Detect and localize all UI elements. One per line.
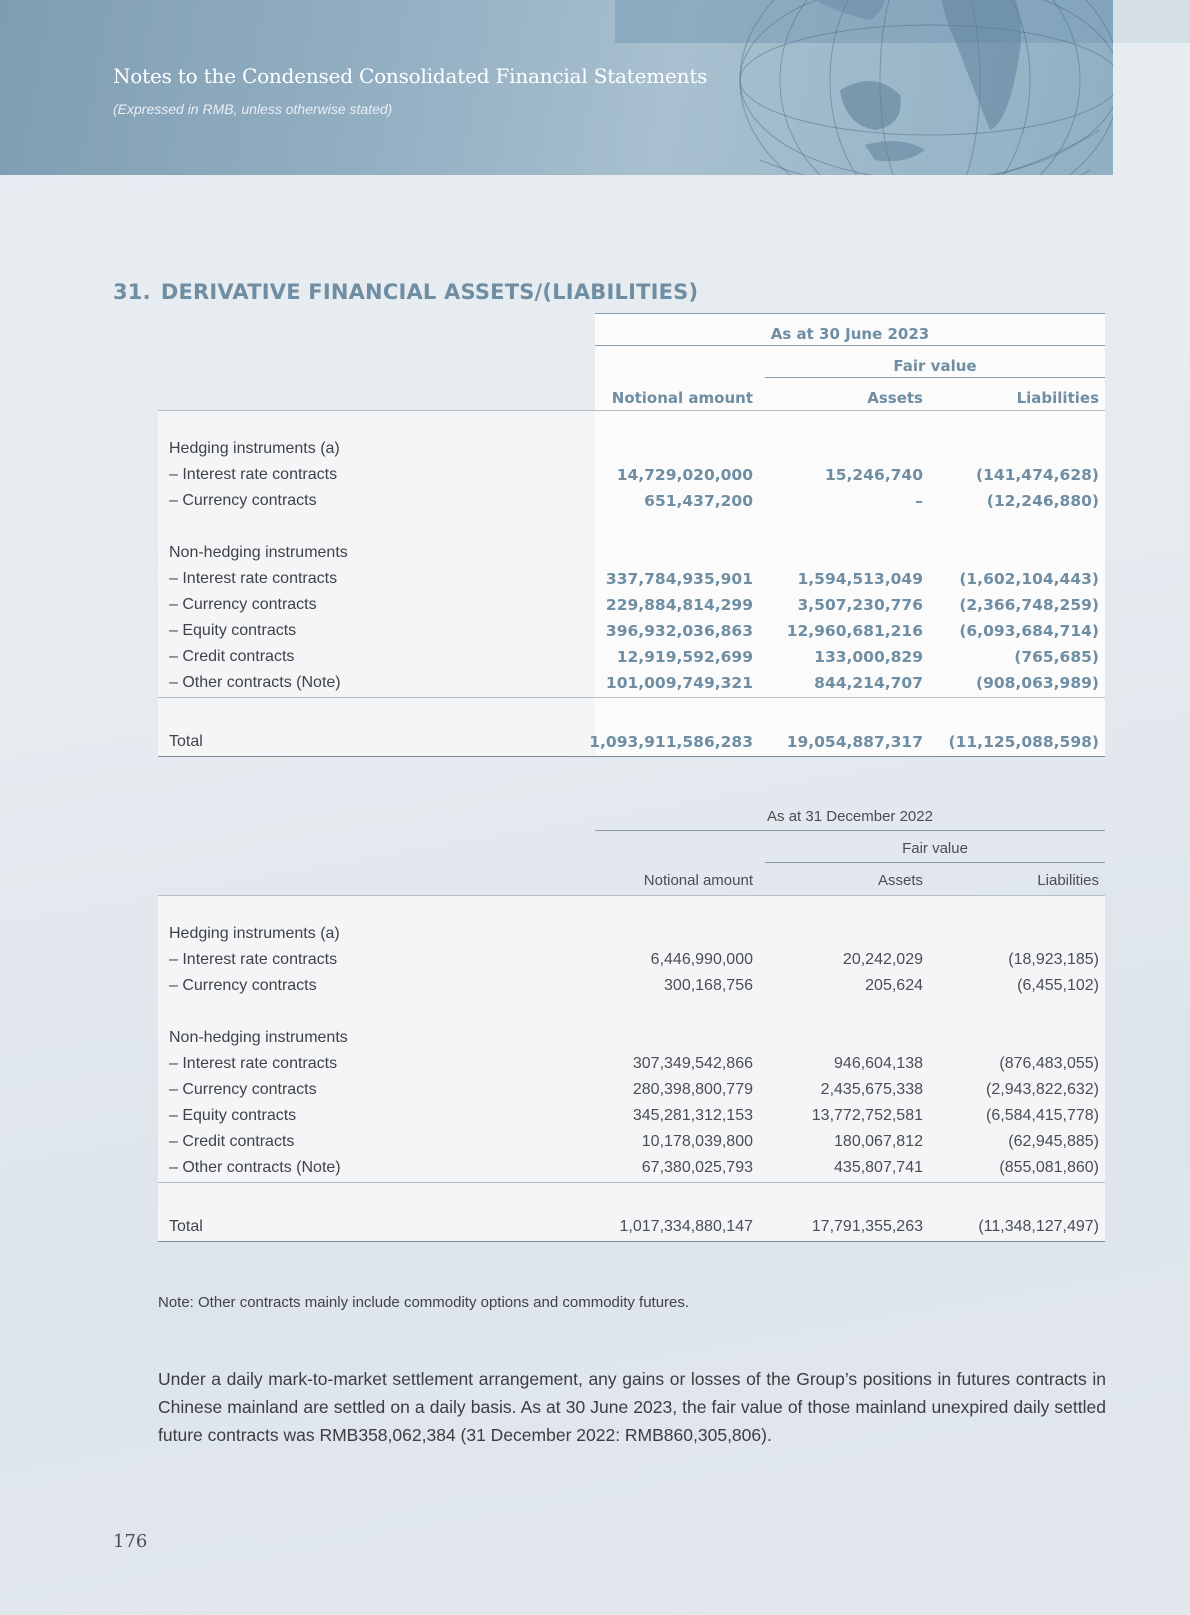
notional-value: 101,009,749,321 (605, 674, 753, 692)
notional-value: 651,437,200 (644, 492, 753, 510)
liabilities-value: (2,943,822,632) (986, 1081, 1099, 1098)
assets-value: 435,807,741 (834, 1159, 923, 1176)
row-label: – Other contracts (Note) (169, 1159, 341, 1176)
fair-value-header: Fair value (902, 840, 968, 857)
table-row (158, 671, 1105, 697)
document-title: Notes to the Condensed Consolidated Financial Statements (113, 64, 708, 88)
group-label: Hedging instruments (a) (169, 925, 340, 942)
total-liabilities: (11,125,088,598) (948, 733, 1099, 751)
section-heading (113, 280, 698, 304)
table-row (158, 619, 1105, 645)
assets-value: 13,772,752,581 (811, 1107, 923, 1124)
liabilities-value: (6,093,684,714) (959, 622, 1099, 640)
body-paragraph: Under a daily mark-to-market settlement arrangement, any gains or losses of the Group’s positions in futures contracts in Chinese mainland are settled on a daily basis. As at 30 June 2023, the fair value of those mainland unexpired daily settled future contracts was RMB358,062,384 (31 December 2022: RMB860,305,806). (158, 1369, 1106, 1445)
document-subtitle: (Expressed in RMB, unless otherwise stated) (113, 101, 393, 117)
notional-value: 67,380,025,793 (641, 1159, 753, 1176)
table-header (158, 313, 1105, 410)
liabilities-value: (62,945,885) (1008, 1133, 1099, 1150)
row-label: – Equity contracts (169, 622, 297, 639)
row-label: – Currency contracts (169, 977, 317, 994)
table-bottom-rule (158, 756, 1105, 757)
notional-value: 280,398,800,779 (632, 1081, 753, 1098)
total-notional: 1,093,911,586,283 (589, 733, 753, 751)
banner-edge (1113, 0, 1190, 43)
table-row (158, 1104, 1105, 1130)
table-bottom-rule (158, 1241, 1105, 1242)
liabilities-value: (12,246,880) (986, 492, 1099, 510)
liabilities-value: (6,584,415,778) (986, 1107, 1099, 1124)
assets-value: 180,067,812 (834, 1133, 923, 1150)
total-row (158, 1215, 1105, 1241)
notional-value: 345,281,312,153 (632, 1107, 753, 1124)
notional-value: 300,168,756 (664, 977, 753, 994)
assets-value: 946,604,138 (834, 1055, 923, 1072)
total-liabilities: (11,348,127,497) (978, 1218, 1099, 1235)
assets-value: 205,624 (865, 977, 923, 994)
row-label: – Currency contracts (169, 596, 317, 613)
liabilities-value: (6,455,102) (1017, 977, 1099, 994)
row-label: – Credit contracts (169, 648, 295, 665)
row-label: – Credit contracts (169, 1133, 295, 1150)
period-header: As at 31 December 2022 (767, 808, 933, 825)
notional-value: 10,178,039,800 (641, 1133, 753, 1150)
table-row (158, 1156, 1105, 1182)
group-label-row (158, 541, 1105, 567)
assets-value: 844,214,707 (814, 674, 923, 692)
row-label: – Currency contracts (169, 1081, 317, 1098)
subtotal-divider (158, 697, 1105, 698)
notional-value: 337,784,935,901 (605, 570, 753, 588)
table-row (158, 1130, 1105, 1156)
col-liabilities: Liabilities (1037, 872, 1099, 889)
liabilities-value: (18,923,185) (1008, 951, 1099, 968)
notional-value: 307,349,542,866 (632, 1055, 753, 1072)
total-label: Total (169, 733, 203, 750)
liabilities-value: (765,685) (1014, 648, 1099, 666)
row-label: – Equity contracts (169, 1107, 297, 1124)
group-label-row (158, 922, 1105, 948)
assets-value: 2,435,675,338 (820, 1081, 923, 1098)
table-row (158, 463, 1105, 489)
assets-value: 133,000,829 (814, 648, 923, 666)
assets-value: 3,507,230,776 (797, 596, 923, 614)
row-label: – Interest rate contracts (169, 570, 338, 587)
assets-value: 15,246,740 (824, 466, 923, 484)
table-row (158, 645, 1105, 671)
derivatives-table-2023 (158, 313, 1105, 757)
globe-graphic (700, 0, 1113, 175)
notional-value: 14,729,020,000 (616, 466, 753, 484)
table-row (158, 593, 1105, 619)
col-notional: Notional amount (611, 389, 753, 407)
group-label-row (158, 437, 1105, 463)
row-label: – Other contracts (Note) (169, 674, 341, 691)
total-notional: 1,017,334,880,147 (619, 1218, 753, 1235)
period-header: As at 30 June 2023 (770, 325, 930, 343)
total-label: Total (169, 1218, 203, 1235)
liabilities-value: (2,366,748,259) (959, 596, 1099, 614)
table-header (158, 798, 1105, 895)
assets-value: 12,960,681,216 (786, 622, 923, 640)
table-row (158, 974, 1105, 1000)
row-label: – Interest rate contracts (169, 1055, 338, 1072)
group-label: Non-hedging instruments (169, 544, 348, 561)
table-row (158, 567, 1105, 593)
assets-value: 1,594,513,049 (797, 570, 923, 588)
row-label: – Interest rate contracts (169, 466, 338, 483)
page-number: 176 (113, 1531, 148, 1552)
notional-value: 12,919,592,699 (616, 648, 753, 666)
liabilities-value: (141,474,628) (975, 466, 1099, 484)
total-row (158, 730, 1105, 756)
notional-value: 229,884,814,299 (605, 596, 753, 614)
fair-value-header: Fair value (893, 357, 977, 375)
col-assets: Assets (867, 389, 923, 407)
table-note: Note: Other contracts mainly include commodity options and commodity futures. (158, 1294, 690, 1311)
table-body (158, 895, 1105, 1242)
table-row (158, 1052, 1105, 1078)
table-row (158, 948, 1105, 974)
group-label-row (158, 1026, 1105, 1052)
liabilities-value: (876,483,055) (999, 1055, 1099, 1072)
section-number: 31. (113, 280, 151, 304)
row-label: – Currency contracts (169, 492, 317, 509)
table-body (158, 410, 1105, 757)
group-label: Non-hedging instruments (169, 1029, 348, 1046)
derivatives-table-2022 (158, 798, 1105, 1242)
col-assets: Assets (877, 872, 923, 889)
col-liabilities: Liabilities (1016, 389, 1099, 407)
row-label: – Interest rate contracts (169, 951, 338, 968)
table-row (158, 1078, 1105, 1104)
liabilities-value: (1,602,104,443) (959, 570, 1099, 588)
group-label: Hedging instruments (a) (169, 440, 340, 457)
notional-value: 6,446,990,000 (650, 951, 753, 968)
assets-value: 20,242,029 (842, 951, 923, 968)
total-assets: 17,791,355,263 (811, 1218, 923, 1235)
section-title: DERIVATIVE FINANCIAL ASSETS/(LIABILITIES) (160, 280, 699, 304)
total-assets: 19,054,887,317 (786, 733, 923, 751)
liabilities-value: (855,081,860) (999, 1159, 1099, 1176)
liabilities-value: (908,063,989) (975, 674, 1099, 692)
assets-value: – (915, 492, 923, 510)
table-row (158, 489, 1105, 515)
notional-value: 396,932,036,863 (605, 622, 753, 640)
col-notional: Notional amount (643, 872, 753, 889)
